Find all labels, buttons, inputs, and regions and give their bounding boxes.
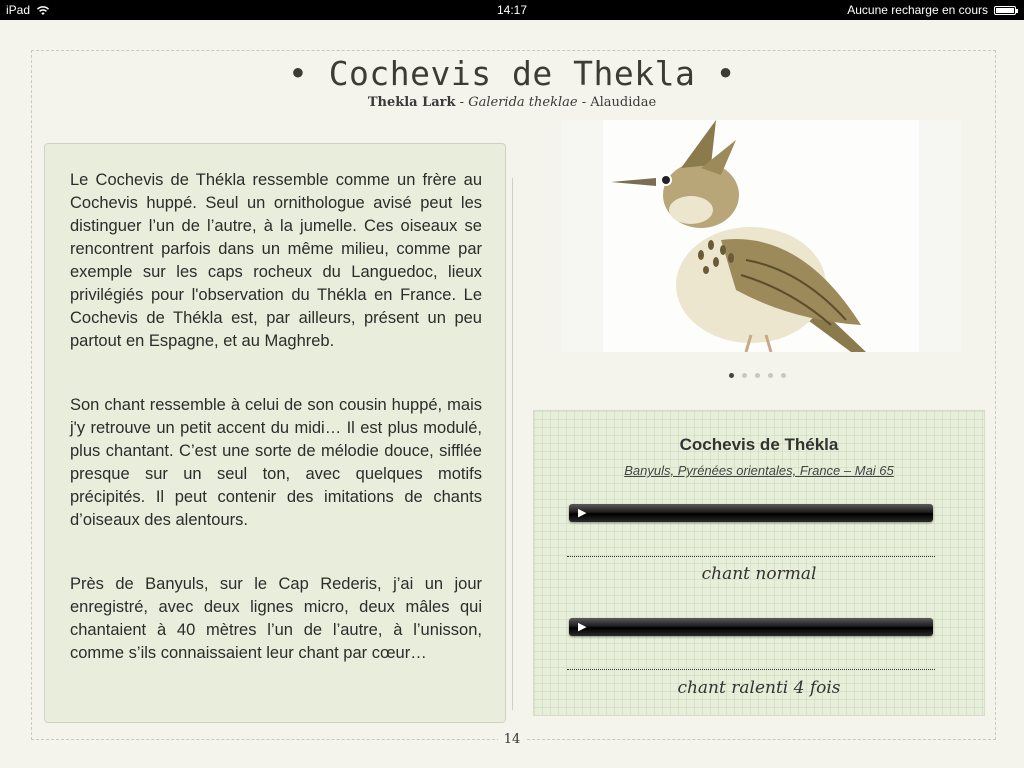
page-dot[interactable]	[729, 373, 734, 378]
play-icon[interactable]: ▶	[578, 620, 587, 633]
description-text	[70, 169, 482, 706]
common-name: Thekla Lark	[367, 95, 456, 110]
charging-status: Aucune recharge en cours	[847, 3, 988, 17]
battery-icon	[994, 6, 1016, 15]
audio-player-slow[interactable]	[569, 618, 933, 636]
battery-fill	[996, 8, 1014, 13]
audio-player-normal[interactable]	[569, 504, 933, 522]
page-title: • Cochevis de Thekla •	[287, 54, 737, 93]
latin-name: Galerida theklae	[468, 95, 578, 110]
audio-title: Cochevis de Thékla	[679, 435, 839, 454]
audio-panel	[533, 410, 985, 716]
page-dot[interactable]	[781, 373, 786, 378]
separator	[567, 669, 935, 670]
play-icon[interactable]: ▶	[578, 506, 587, 519]
page-indicator[interactable]	[729, 373, 786, 378]
bird-illustration-icon	[561, 120, 961, 352]
status-bar-right	[847, 3, 1016, 17]
scroll-fade	[45, 694, 505, 722]
page-number-label: 14	[498, 732, 527, 747]
track-caption: chant ralenti 4 fois	[677, 678, 841, 698]
paragraph: Près de Banyuls, sur le Cap Rederis, j’ai un jour enregistré, avec deux lignes micro, deux mâles qui chantaient à 40 mètres l’un de l’autre, à l’unisson, comme s’ils connaissaient leur chant par cœur…	[70, 575, 482, 662]
device-name: iPad	[6, 3, 31, 17]
page-subtitle	[0, 95, 1024, 110]
paragraph: Le Cochevis de Thékla ressemble comme un frère au Cochevis huppé. Seul un ornithologue avisé peut les distinguer l’un de l’autre, à la jumelle. Ces oiseaux se rencontrent parfois dans un même milieu, comme par exemple sur les caps rocheux du Languedoc, lieux privilégiés pour l'observation du Thékla en France. Le Cochevis de Thékla est, par ailleurs, présent un peu partout en Espagne, et au Maghreb.	[70, 171, 482, 350]
recording-location: Banyuls, Pyrénées orientales, France – Mai 65	[624, 463, 894, 478]
paragraph: Son chant ressemble à celui de son cousin huppé, mais j'y retrouve un petit accent du midi… Il est plus modulé, plus chantant. C’est une sorte de mélodie douce, sifflée presque sur un seul ton, avec quelques motifs précipités. Il peut contenir des imitations de chants d’oiseaux des alentours.	[70, 396, 482, 529]
description-panel[interactable]	[44, 143, 506, 723]
status-bar	[0, 0, 1024, 20]
subtitle-separator: -	[577, 95, 591, 110]
track-caption: chant normal	[701, 564, 817, 584]
subtitle-separator: -	[455, 95, 469, 110]
separator	[567, 556, 935, 557]
page-dot[interactable]	[742, 373, 747, 378]
clock: 14:17	[496, 3, 528, 17]
page-dot[interactable]	[755, 373, 760, 378]
column-divider	[512, 178, 513, 710]
bird-image[interactable]	[561, 120, 961, 352]
page-number	[0, 732, 1024, 747]
page-dot[interactable]	[768, 373, 773, 378]
family-name: Alaudidae	[590, 95, 657, 110]
